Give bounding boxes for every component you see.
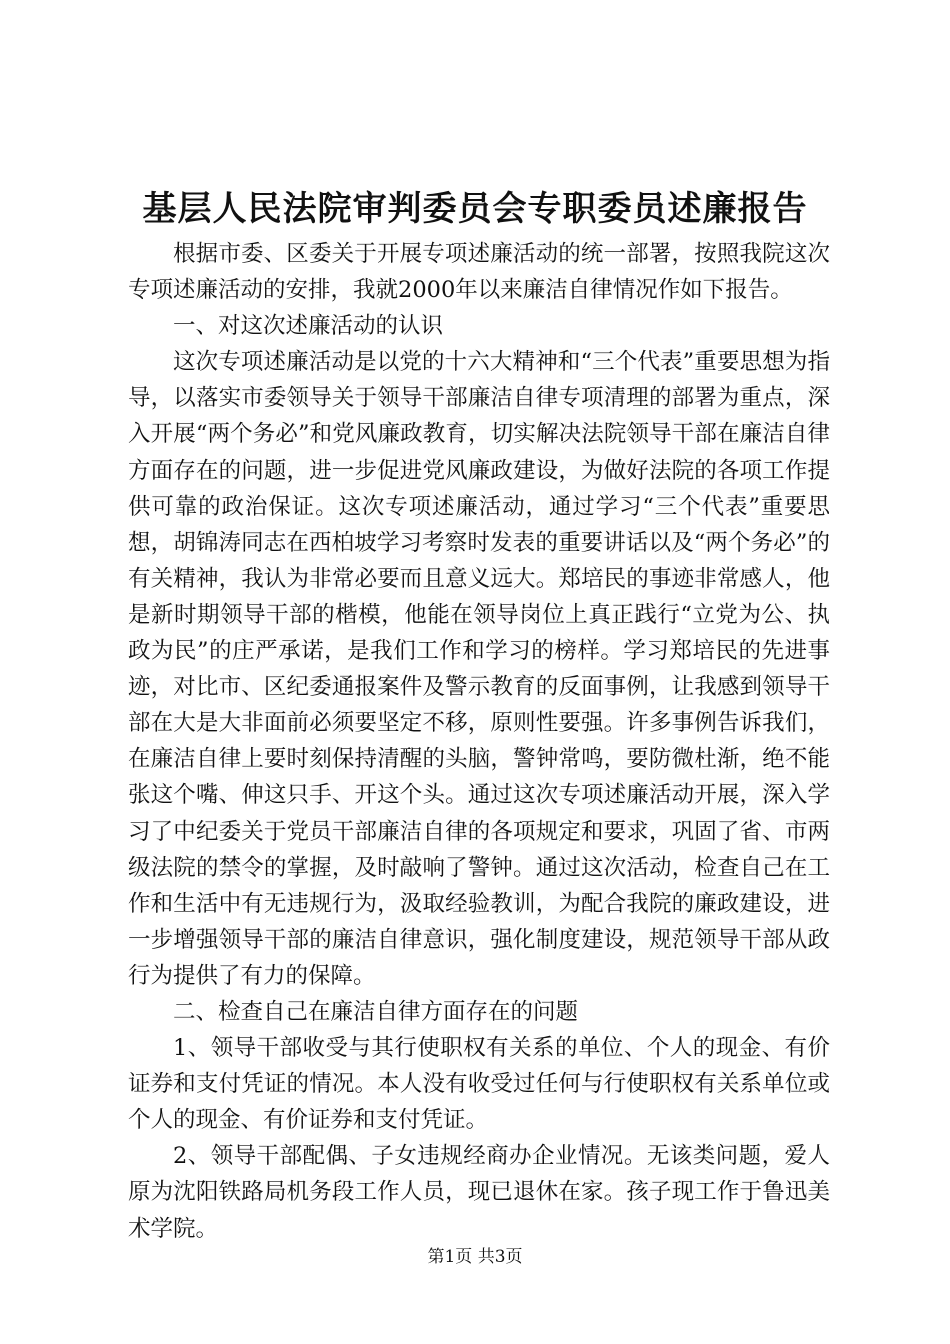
paragraph-item-2: 2、领导干部配偶、子女违规经商办企业情况。无该类问题，爱人原为沈阳铁路局机务段工作人员，现已退休在家。孩子现工作于鲁迅美术学院。 [128, 1143, 830, 1242]
document-body [128, 236, 830, 1247]
section-heading-2: 二、检查自己在廉洁自律方面存在的问题 [173, 998, 579, 1025]
page-number-footer: 第1页 共3页 [427, 1247, 523, 1267]
document-title: 基层人民法院审判委员会专职委员述廉报告 [142, 189, 808, 229]
paragraph-intro: 根据市委、区委关于开展专项述廉活动的统一部署，按照我院这次专项述廉活动的安排，我就2000年以来廉洁自律情况作如下报告。 [128, 241, 830, 304]
paragraph-section-1: 这次专项述廉活动是以党的十六大精神和“三个代表”重要思想为指导，以落实市委领导关于领导干部廉洁自律专项清理的部署为重点，深入开展“两个务必”和党风廉政教育，切实解决法院领导干部在廉洁自律方面存在的问题，进一步促进党风廉政建设，为做好法院的各项工作提供可靠的政治保证。这次专项述廉活动，通过学习“三个代表”重要思想，胡锦涛同志在西柏坡学习考察时发表的重要讲话以及“两个务必”的有关精神，我认为非常必要而且意义远大。郑培民的事迹非常感人，他是新时期领导干部的楷模，他能在领导岗位上真正践行“立党为公、执政为民”的庄严承诺，是我们工作和学习的榜样。学习郑培民的先进事迹，对比市、区纪委通报案件及警示教育的反面事例，让我感到领导干部在大是大非面前必须要坚定不移，原则性要强。许多事例告诉我们，在廉洁自律上要时刻保持清醒的头脑，警钟常鸣，要防微杜渐，绝不能张这个嘴、伸这只手、开这个头。通过这次专项述廉活动开展，深入学习了中纪委关于党员干部廉洁自律的各项规定和要求，巩固了省、市两级法院的禁令的掌握，及时敲响了警钟。通过这次活动，检查自己在工作和生活中有无违规行为，汲取经验教训，为配合我院的廉政建设，进一步增强领导干部的廉洁自律意识，强化制度建设，规范领导干部从政行为提供了有力的保障。 [128, 349, 830, 989]
paragraph-item-1: 1、领导干部收受与其行使职权有关系的单位、个人的现金、有价证券和支付凭证的情况。本人没有收受过任何与行使职权有关系单位或个人的现金、有价证券和支付凭证。 [128, 1035, 830, 1134]
section-heading-1: 一、对这次述廉活动的认识 [173, 313, 444, 340]
